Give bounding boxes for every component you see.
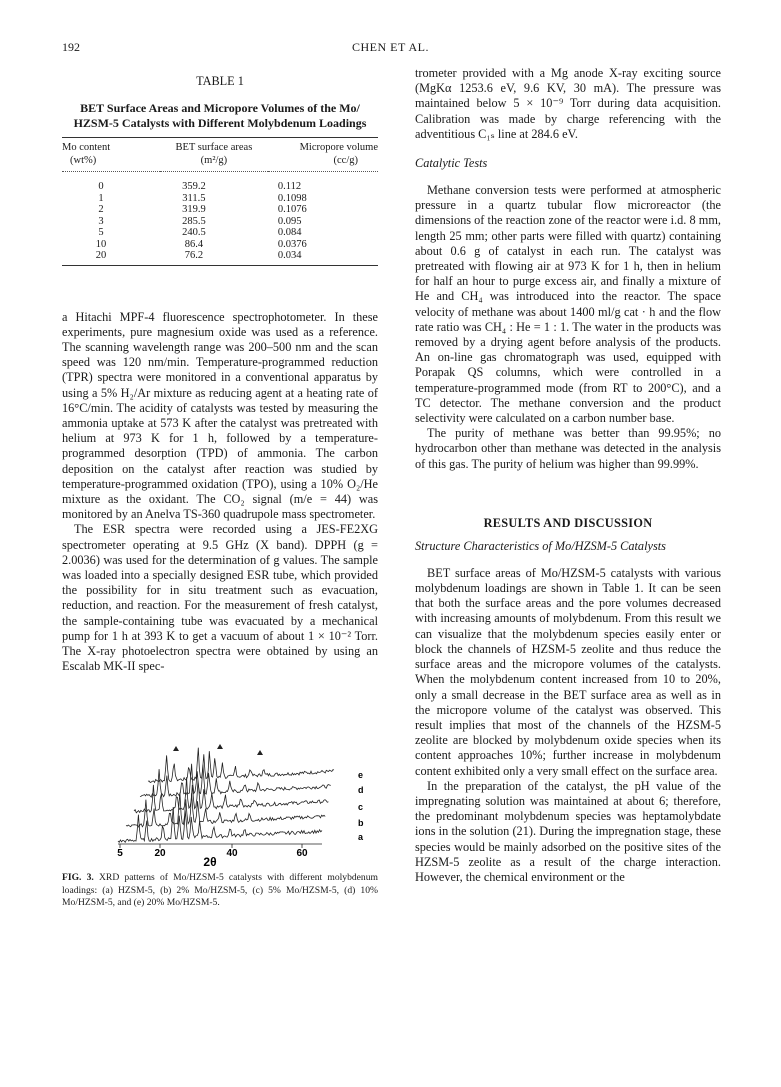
right-paragraph-1: Methane conversion tests were performed at atmospheric pressure in a quartz tubular flow microreactor (the dimensions of the reaction zone of the reactor were i.d. 8 mm, length 25 mm; other parts were filled with quartz) containing about 0.6 g of catalyst in each run. The catalyst was pretreated with flowing air at 973 K for 1 h, then in helium for half an hour to purge excess air, and finally a mixture of He and CH₄ was introduced into the reactor. The space velocity of methane was about 1400 ml/g cat · h and the flow rate ratio was CH₄ : He = 1 : 1. The water in the products was removed by a drying agent before analysis of the products. An on-line gas chromatograph was used, equipped with Porapak QS columns, which were controlled in a temperature-programmed mode (from RT to 200°C), and a TC detector. The methane conversion and the product selectivity were calculated on a carbon number base. xyxy=(415,183,721,426)
cell-micropore-volume: 0.095 xyxy=(277,215,302,227)
cell-bet-area: 319.9 xyxy=(182,204,206,215)
right-paragraph-3: BET surface areas of Mo/HZSM-5 catalysts with various molybdenum loadings are shown in Table 1. It can be seen that both the surface areas and the pore volumes decreased with increasing amounts of molybdenum. From this result we can visualize that the molybdenum species easily enter or block the channels of HZSM-5 zeolite and thus reduce the surface areas and the micropore volumes of the catalysts. When the molybdenum content increased from 10 to 20%, only a small decrease in the BET surface area as well as in the micropore volume of the catalyst was observed. This result implies that most of the channels of the HZSM-5 zeolite are blocked by molybdenum oxide species when its content approaches 10%; further increase in molybdenum content exhibited only a very small effect on the surface area. xyxy=(415,565,721,778)
cell-bet-area: 240.5 xyxy=(182,227,206,238)
col-header-bet-line1: BET surface areas xyxy=(175,142,253,153)
cell-micropore-volume: 0.112 xyxy=(277,181,302,192)
curve-label: e xyxy=(358,770,364,780)
cell-mo-content: 10 xyxy=(95,238,107,250)
col-header-mo-content-line1: Mo content xyxy=(62,142,111,153)
figure-caption-text: XRD patterns of Mo/HZSM-5 catalysts with different molybdenum loadings: (a) HZSM-5, (b) 2% Mo/HZSM-5, (c) 5% Mo/HZSM-5, (d) 10% Mo/HZSM-5, and (e) 20% Mo/HZSM-5. xyxy=(62,872,378,908)
table-caption: BET Surface Areas and Micropore Volumes of the Mo/ HZSM-5 Catalysts with Different Molybdenum Loadings xyxy=(73,101,367,130)
cell-micropore-volume: 0.1098 xyxy=(277,192,307,204)
xrd-curve-d xyxy=(140,764,331,797)
col-header-bet xyxy=(160,138,268,172)
cell-micropore-volume: 0.084 xyxy=(277,227,302,238)
page-number: 192 xyxy=(62,40,80,54)
left-paragraph-2: The ESR spectra were recorded using a JES-FE2XG spectrometer operating at 9.5 GHz (X band). DPPH (g = 2.0036) was used for the determination of g values. The sample was loaded into a specially designed ESR tube, which provided the possibility for in situ treatment such as evacuation, reduction, and reaction. For the measurement of fresh catalyst, the sample-containing tube was evacuated by a mechanical pump for 1 h at 393 K to get a vacuum of about 1 × 10⁻² Torr. The X-ray photoelectron spectra were obtained by using an Escalab MK-II spec- xyxy=(62,522,378,674)
peak-marker-icon xyxy=(257,750,263,755)
cell-bet-area: 311.5 xyxy=(182,192,206,204)
right-paragraph-4: In the preparation of the catalyst, the pH value of the impregnating solution was maintained at about 6; therefore, the predominant molybdenum species was heptamolybdate ions in the solution (21). During the impregnation stage, these species would be mainly adsorbed on the positive sites of the HZSM-5 zeolite as a result of the charge interaction. However, the chemical environment or the xyxy=(415,778,721,884)
subheading-catalytic-tests: Catalytic Tests xyxy=(415,156,488,171)
table-row xyxy=(62,227,378,239)
col-header-micropore-line1: Micropore volume xyxy=(299,142,378,153)
cell-bet-area: 359.2 xyxy=(182,181,206,192)
cell-mo-content: 2 xyxy=(98,204,104,215)
curve-label: a xyxy=(358,832,364,842)
table-body xyxy=(62,172,378,266)
cell-micropore-volume: 0.0376 xyxy=(277,238,307,250)
peak-marker-icon xyxy=(217,744,223,749)
cell-mo-content: 1 xyxy=(98,192,104,204)
cell-bet-area: 76.2 xyxy=(184,250,204,261)
xrd-plot xyxy=(62,738,378,866)
x-tick-label: 60 xyxy=(296,848,308,859)
cell-mo-content: 3 xyxy=(98,215,104,227)
table-header-row xyxy=(62,138,378,172)
x-tick-label: 40 xyxy=(226,848,238,859)
curve-label: b xyxy=(358,818,364,828)
xrd-curve-e xyxy=(148,748,334,783)
table-row xyxy=(62,172,378,193)
table-row xyxy=(62,250,378,265)
col-header-mo-content-line2: (wt%) xyxy=(70,155,97,166)
bet-table xyxy=(62,137,378,266)
right-column xyxy=(415,66,721,885)
curve-label: d xyxy=(358,785,364,795)
col-header-micropore xyxy=(268,138,378,172)
left-paragraph-1: a Hitachi MPF-4 fluorescence spectrophotometer. In these experiments, pure magnesium oxide was used as a reference. The scanning wavelength range was 200–500 nm and the scan speed was 120 nm/min. Temperature-programmed reduction (TPR) spectra were monitored in a conventional apparatus by using a 5% H₂/Ar mixture as reducing agent at a heating rate of 16°C/min. The acidity of catalysts was tested by measuring the ammonia uptake at 573 K after the catalyst was pretreated with helium at 973 K for 1 h, followed by a temperature-programmed desorption (TPD) of ammonia. The carbon deposition on the catalyst after reaction was studied by temperature-programmed oxidation (TPO), using a 10% O₂/He mixture as the oxidant. The CO₂ signal (m/e = 44) was monitored by an Anelva TS-360 quadrupole mass spectrometer. xyxy=(62,309,378,522)
cell-mo-content: 5 xyxy=(98,227,104,238)
cell-micropore-volume: 0.034 xyxy=(277,250,302,261)
running-head: CHEN ET AL. xyxy=(352,40,429,54)
col-header-mo-content xyxy=(62,138,160,172)
table-row xyxy=(62,193,378,205)
peak-marker-icon xyxy=(173,746,179,751)
table-row xyxy=(62,204,378,216)
cell-bet-area: 86.4 xyxy=(184,238,204,250)
table-row xyxy=(62,216,378,228)
cell-micropore-volume: 0.1076 xyxy=(277,204,307,215)
cell-mo-content: 20 xyxy=(95,250,107,261)
subheading-structure: Structure Characteristics of Mo/HZSM-5 Catalysts xyxy=(415,538,666,553)
x-tick-label: 20 xyxy=(154,848,166,859)
figure-caption xyxy=(62,872,378,910)
figure-caption-label: FIG. 3. xyxy=(62,872,94,883)
col-header-micropore-line2: (cc/g) xyxy=(333,155,358,166)
table-title: TABLE 1 xyxy=(196,74,244,88)
curve-label: c xyxy=(358,802,364,812)
figure-3 xyxy=(62,738,378,910)
section-heading-results: RESULTS AND DISCUSSION xyxy=(483,515,653,530)
x-tick-label: 5 xyxy=(117,848,123,859)
col-header-bet-line2: (m²/g) xyxy=(200,155,228,166)
left-column xyxy=(62,66,378,674)
right-paragraph-2: The purity of methane was better than 99.95%; no hydrocarbon other than methane was detected in the analysis of this gas. The purity of helium was higher than 99.99%. xyxy=(415,426,721,471)
cell-mo-content: 0 xyxy=(98,181,104,192)
table-row xyxy=(62,239,378,251)
x-axis-label: 2θ xyxy=(203,855,217,866)
right-paragraph-0: trometer provided with a Mg anode X-ray exciting source (MgKα 1253.6 eV, 9.6 KV, 30 mA). The pressure was maintained below 5 × 10⁻⁹ Torr during data acquisition. Calibration was made by charge referencing with the adventitious C₁ₛ line at 284.6 eV. xyxy=(415,66,721,141)
cell-bet-area: 285.5 xyxy=(182,215,206,227)
